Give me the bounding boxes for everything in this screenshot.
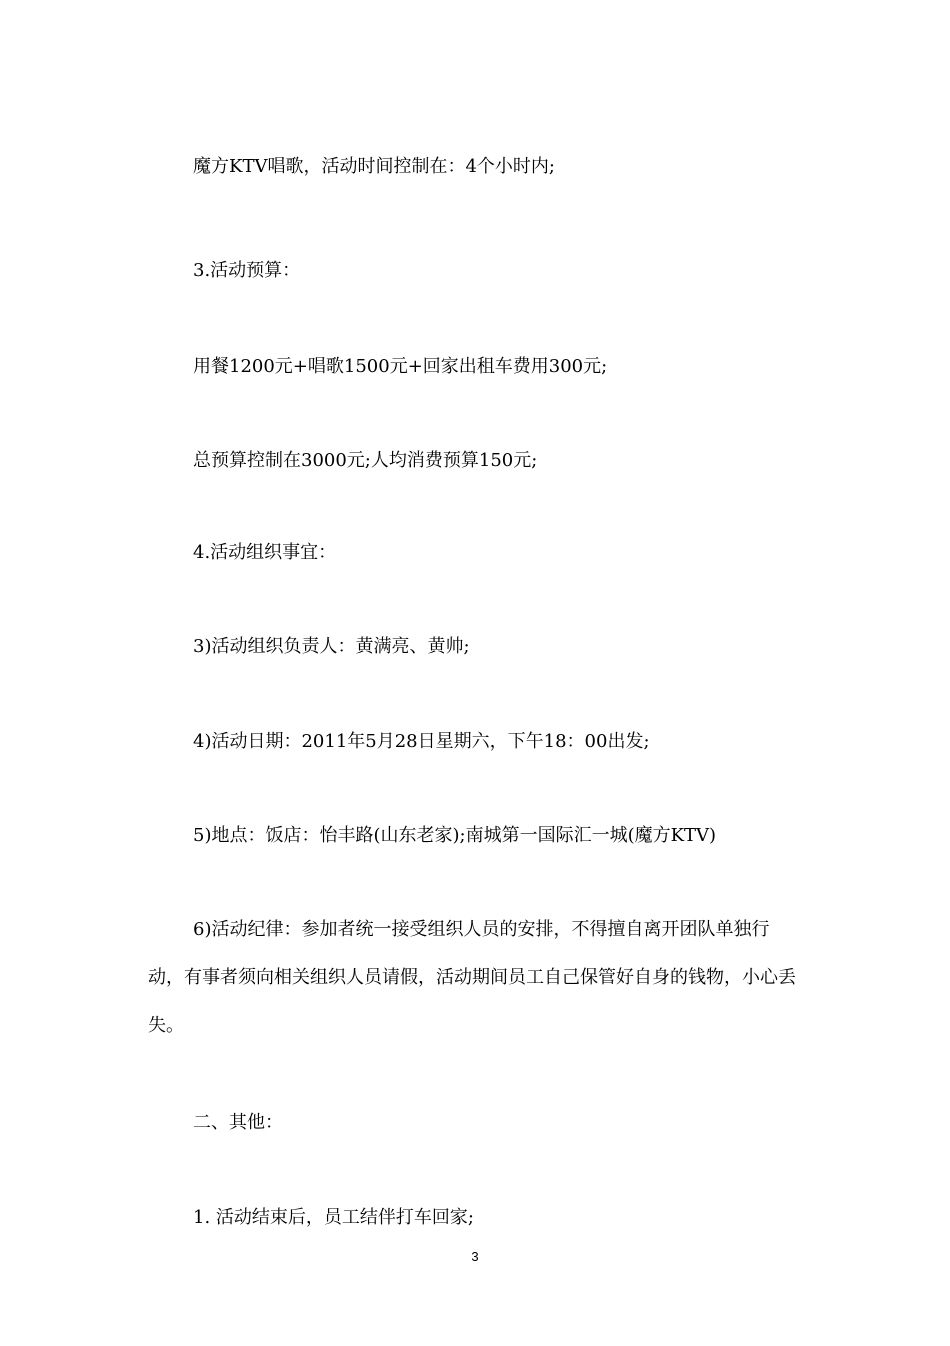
paragraph-budget-total: 总预算控制在3000元;人均消费预算150元; bbox=[193, 450, 538, 471]
page-number: 3 bbox=[471, 1249, 479, 1264]
paragraph-ktv-time: 魔方KTV唱歌，活动时间控制在：4个小时内; bbox=[193, 156, 555, 177]
paragraph-date: 4)活动日期：2011年5月28日星期六，下午18：00出发; bbox=[193, 731, 650, 752]
paragraph-location: 5)地点：饭店：怡丰路(山东老家);南城第一国际汇一城(魔方KTV) bbox=[193, 825, 717, 846]
paragraph-discipline: 6)活动纪律：参加者统一接受组织人员的安排，不得擅自离开团队单独行动，有事者须向相关组织人员请假，活动期间员工自己保管好自身的钱物，小心丢失。 bbox=[148, 919, 796, 1036]
heading-organization: 4.活动组织事宜： bbox=[193, 542, 337, 563]
heading-other: 二、其他： bbox=[193, 1112, 283, 1133]
paragraph-budget-items: 用餐1200元+唱歌1500元+回家出租车费用300元; bbox=[193, 356, 608, 377]
heading-budget: 3.活动预算： bbox=[193, 260, 301, 281]
paragraph-organizers: 3)活动组织负责人：黄满亮、黄帅; bbox=[193, 636, 470, 657]
paragraph-after-activity: 1. 活动结束后，员工结伴打车回家; bbox=[193, 1207, 474, 1228]
